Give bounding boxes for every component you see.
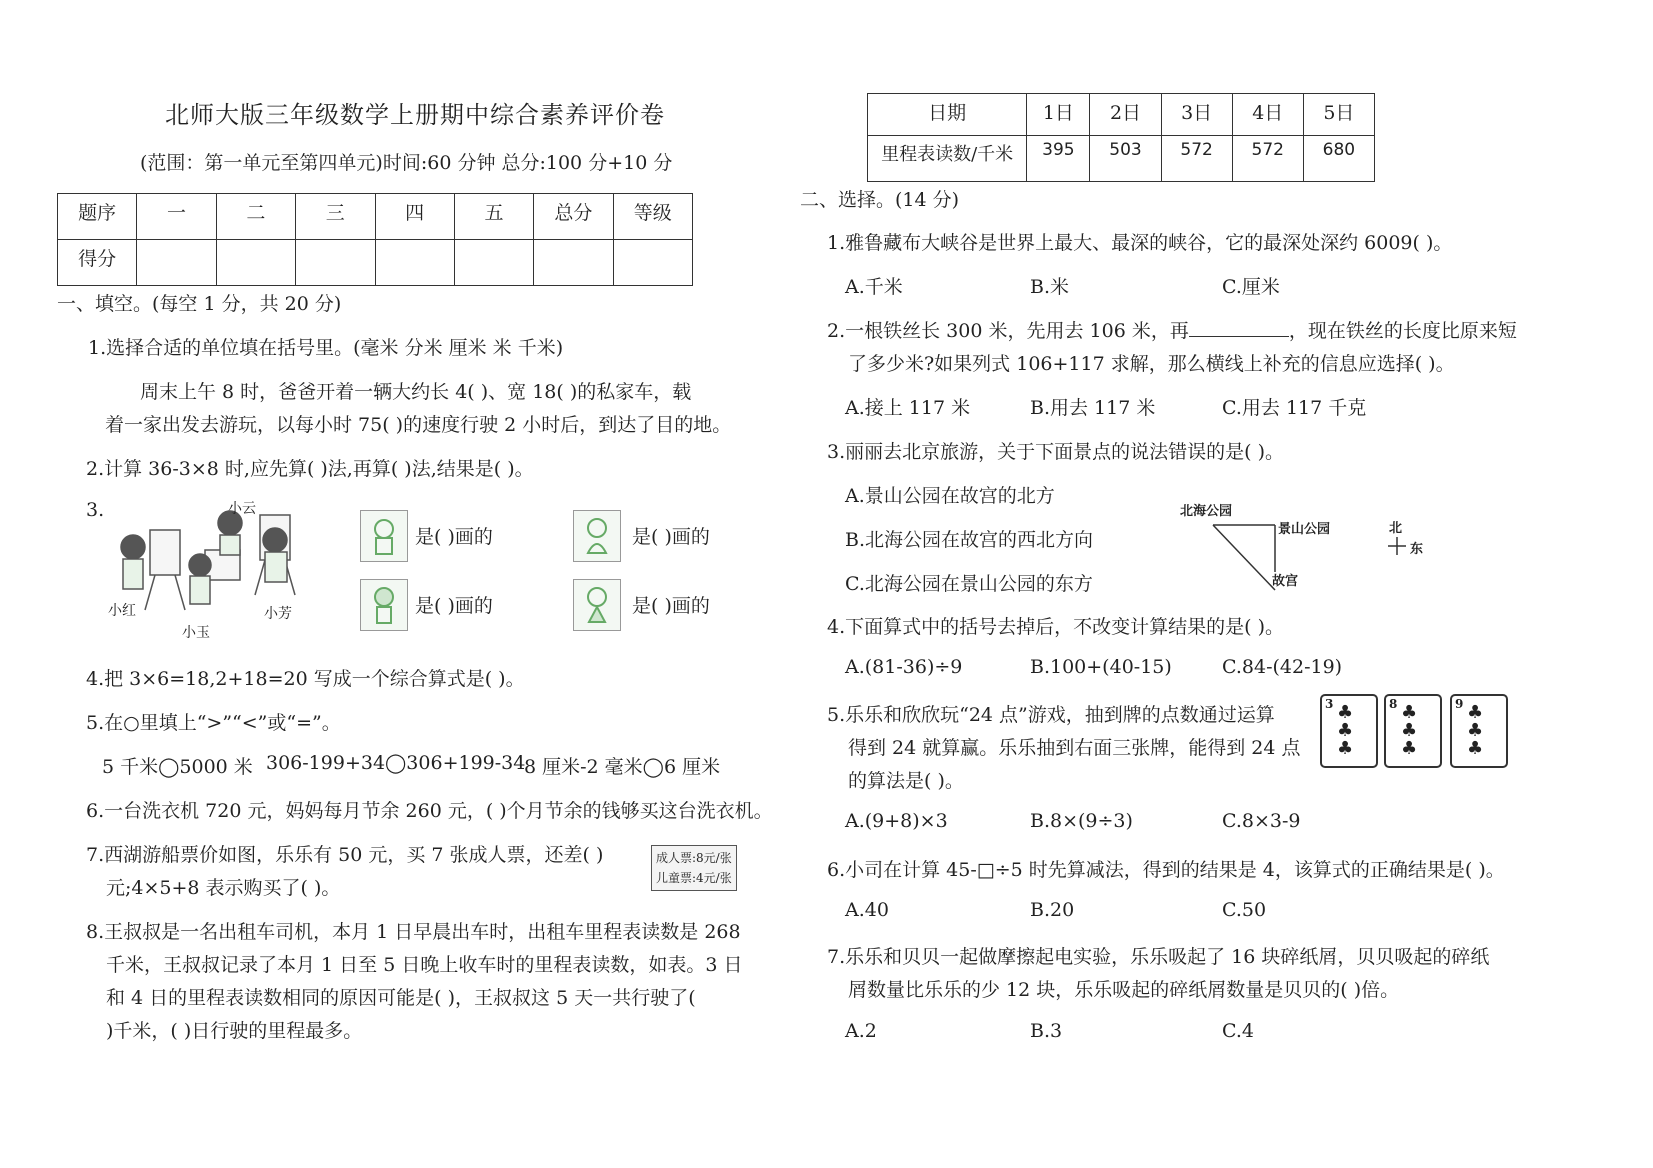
card-rank: 8 xyxy=(1389,697,1398,711)
score-cell[interactable] xyxy=(613,240,692,286)
s2-q2-line2: 了多少米?如果列式 106+117 求解，那么横线上补充的信息应选择( )。 xyxy=(848,353,1455,375)
s1-q8-line2: 千米，王叔叔记录了本月 1 日至 5 日晚上收车时的里程表读数，如表。3 日 xyxy=(106,954,743,976)
card-rank: 3 xyxy=(1325,697,1334,711)
score-cell[interactable] xyxy=(216,240,295,286)
score-cell[interactable] xyxy=(137,240,216,286)
adult-ticket-price: 成人票:8元/张 xyxy=(656,851,732,865)
playing-card xyxy=(1384,694,1442,768)
playing-card xyxy=(1320,694,1378,768)
score-cell[interactable] xyxy=(454,240,533,286)
s1-q8-line3: 和 4 日的里程表读数相同的原因可能是( )，王叔叔这 5 天一共行驶了( xyxy=(106,987,696,1009)
s1-q3-number: 3. xyxy=(86,499,105,521)
page-title: 北师大版三年级数学上册期中综合素养评价卷 xyxy=(165,101,665,129)
s1-q4: 4.把 3×6=18,2+18=20 写成一个综合算式是( )。 xyxy=(86,668,525,690)
s2-q6: 6.小司在计算 45-□÷5 时先算减法，得到的结果是 4，该算式的正确结果是( )。 xyxy=(827,859,1505,881)
s1-q8-line4: )千米，( )日行驶的里程最多。 xyxy=(106,1020,363,1042)
name-label-xiaoyu: 小玉 xyxy=(182,625,210,641)
fill-in-blank[interactable] xyxy=(1189,318,1289,337)
mileage-header-cell: 4日 xyxy=(1232,94,1303,136)
score-header-cell: 三 xyxy=(296,194,375,240)
s2-q6-option[interactable]: B.20 xyxy=(1030,899,1075,921)
section2-heading: 二、选择。(14 分) xyxy=(800,189,960,211)
s2-q2-line1-end: ，现在铁丝的长度比原来短 xyxy=(1288,320,1517,342)
map-label-jingshan: 景山公园 xyxy=(1278,522,1331,537)
s1-q1-line2: 着一家出发去游玩，以每小时 75( )的速度行驶 2 小时后，到达了目的地。 xyxy=(105,414,732,436)
ticket-price-sign xyxy=(651,845,737,891)
s1-q5-item: 306-199+34◯306+199-34 xyxy=(266,752,526,774)
mileage-header-cell: 5日 xyxy=(1303,94,1374,136)
s2-q1-option[interactable]: A.千米 xyxy=(845,276,903,298)
drawing-thumbnail xyxy=(573,510,621,562)
score-header-cell: 一 xyxy=(137,194,216,240)
child-drawing-icon xyxy=(361,580,407,630)
mileage-value: 572 xyxy=(1232,136,1303,182)
drawing-thumbnail xyxy=(573,579,621,631)
score-header-cell: 等级 xyxy=(613,194,692,240)
s2-q4-option[interactable]: C.84-(42-19) xyxy=(1222,656,1343,678)
name-label-xiaoyun: 小云 xyxy=(228,501,256,517)
s1-q5-item: 5 千米◯5000 米 xyxy=(102,756,253,778)
mileage-header-cell: 1日 xyxy=(1027,94,1090,136)
mileage-table xyxy=(867,93,1375,182)
s2-q2-line1 xyxy=(827,316,1517,343)
s1-q7-line1: 7.西湖游船票价如图，乐乐有 50 元，买 7 张成人票，还差( ) xyxy=(86,844,604,866)
s2-q5-option[interactable]: C.8×3-9 xyxy=(1222,810,1301,832)
s2-q3-option[interactable]: A.景山公园在故宫的北方 xyxy=(845,485,1055,507)
s2-q5-line3: 的算法是( )。 xyxy=(848,770,964,792)
s1-q3-answer-3: 是( )画的 xyxy=(415,595,493,617)
club-icon: ♣ ♣ ♣ xyxy=(1401,702,1418,759)
s2-q7-option[interactable]: C.4 xyxy=(1222,1020,1254,1042)
s1-q7-line2: 元;4×5+8 表示购买了( )。 xyxy=(106,877,341,899)
s2-q5-option[interactable]: A.(9+8)×3 xyxy=(845,810,948,832)
s2-q2-option[interactable]: A.接上 117 米 xyxy=(845,397,971,419)
club-icon: ♣ ♣ ♣ xyxy=(1467,702,1484,759)
exam-subtitle: (范围：第一单元至第四单元)时间:60 分钟 总分:100 分+10 分 xyxy=(140,152,673,174)
drawing-thumbnail xyxy=(360,579,408,631)
s1-q1-stem: 1.选择合适的单位填在括号里。(毫米 分米 厘米 米 千米) xyxy=(88,337,564,359)
s2-q4-option[interactable]: A.(81-36)÷9 xyxy=(845,656,963,678)
name-label-xiaofang: 小芳 xyxy=(264,606,292,622)
s2-q4-option[interactable]: B.100+(40-15) xyxy=(1030,656,1172,678)
score-cell[interactable] xyxy=(375,240,454,286)
mileage-value: 680 xyxy=(1303,136,1374,182)
s1-q2: 2.计算 36-3×8 时,应先算( )法,再算( )法,结果是( )。 xyxy=(86,458,534,480)
s2-q1: 1.雅鲁藏布大峡谷是世界上最大、最深的峡谷，它的最深处深约 6009( )。 xyxy=(827,232,1453,254)
s2-q5-option[interactable]: B.8×(9÷3) xyxy=(1030,810,1133,832)
mileage-value: 503 xyxy=(1090,136,1161,182)
s2-q7-line2: 屑数量比乐乐的少 12 块，乐乐吸起的碎纸屑数量是贝贝的( )倍。 xyxy=(848,979,1400,1001)
mileage-value: 572 xyxy=(1161,136,1232,182)
compass-east-label: 东 xyxy=(1410,542,1424,557)
score-header-cell: 四 xyxy=(375,194,454,240)
s1-q3-answer-1: 是( )画的 xyxy=(415,526,493,548)
s2-q1-option[interactable]: B.米 xyxy=(1030,276,1070,298)
s2-q5-line1: 5.乐乐和欣欣玩“24 点”游戏，抽到牌的点数通过运算 xyxy=(827,704,1275,726)
mileage-value: 395 xyxy=(1027,136,1090,182)
card-rank: 9 xyxy=(1455,697,1464,711)
s1-q5-item: 8 厘米-2 毫米◯6 厘米 xyxy=(524,756,721,778)
s2-q7-option[interactable]: A.2 xyxy=(845,1020,877,1042)
painting-children-illustration xyxy=(105,495,325,640)
child-drawing-icon xyxy=(574,511,620,561)
s2-q2-line1-start: 2.一根铁丝长 300 米，先用去 106 米，再 xyxy=(827,320,1189,342)
s1-q3-answer-4: 是( )画的 xyxy=(632,595,710,617)
s1-q6: 6.一台洗衣机 720 元，妈妈每月节余 260 元，( )个月节余的钱够买这台洗衣机。 xyxy=(86,800,773,822)
score-row-label: 得分 xyxy=(58,240,137,286)
score-header-cell: 五 xyxy=(454,194,533,240)
score-cell[interactable] xyxy=(534,240,613,286)
s1-q1-line1: 周末上午 8 时，爸爸开着一辆大约长 4( )、宽 18( )的私家车，载 xyxy=(140,381,692,403)
s2-q4: 4.下面算式中的括号去掉后，不改变计算结果的是( )。 xyxy=(827,616,1284,638)
mileage-header-cell: 3日 xyxy=(1161,94,1232,136)
s2-q3-option[interactable]: C.北海公园在景山公园的东方 xyxy=(845,573,1093,595)
name-label-xiaohong: 小红 xyxy=(108,603,136,619)
mileage-header-cell: 日期 xyxy=(868,94,1027,136)
score-table xyxy=(57,193,693,286)
s1-q3-answer-2: 是( )画的 xyxy=(632,526,710,548)
s2-q2-option[interactable]: B.用去 117 米 xyxy=(1030,397,1156,419)
map-label-beihai: 北海公园 xyxy=(1180,504,1233,519)
s1-q8-line1: 8.王叔叔是一名出租车司机，本月 1 日早晨出车时，出租车里程表读数是 268 xyxy=(86,921,741,943)
map-label-gugong: 故宫 xyxy=(1272,574,1299,589)
child-drawing-icon xyxy=(574,580,620,630)
s2-q3-option[interactable]: B.北海公园在故宫的西北方向 xyxy=(845,529,1094,551)
compass-cross-icon xyxy=(1386,535,1408,557)
s2-q5-line2: 得到 24 就算赢。乐乐抽到右面三张牌，能得到 24 点 xyxy=(848,737,1301,759)
child-ticket-price: 儿童票:4元/张 xyxy=(656,871,732,885)
score-header-cell: 总分 xyxy=(534,194,613,240)
s2-q2-option[interactable]: C.用去 117 千克 xyxy=(1222,397,1367,419)
playing-card xyxy=(1450,694,1508,768)
s1-q5-stem: 5.在○里填上“>”“<”或“=”。 xyxy=(86,712,341,734)
score-cell[interactable] xyxy=(296,240,375,286)
club-icon: ♣ ♣ ♣ xyxy=(1337,702,1354,759)
mileage-row-label: 里程表读数/千米 xyxy=(868,136,1027,182)
drawing-thumbnail xyxy=(360,510,408,562)
s2-q7-option[interactable]: B.3 xyxy=(1030,1020,1063,1042)
section1-heading: 一、填空。(每空 1 分，共 20 分) xyxy=(57,293,342,315)
score-header-cell: 二 xyxy=(216,194,295,240)
mileage-header-cell: 2日 xyxy=(1090,94,1161,136)
s2-q7-line1: 7.乐乐和贝贝一起做摩擦起电实验，乐乐吸起了 16 块碎纸屑，贝贝吸起的碎纸 xyxy=(827,946,1490,968)
s2-q1-option[interactable]: C.厘米 xyxy=(1222,276,1280,298)
child-drawing-icon xyxy=(361,511,407,561)
compass-north-label: 北 xyxy=(1389,521,1403,536)
s2-q3: 3.丽丽去北京旅游，关于下面景点的说法错误的是( )。 xyxy=(827,441,1284,463)
s2-q6-option[interactable]: A.40 xyxy=(845,899,889,921)
s2-q6-option[interactable]: C.50 xyxy=(1222,899,1267,921)
score-header-cell: 题序 xyxy=(58,194,137,240)
